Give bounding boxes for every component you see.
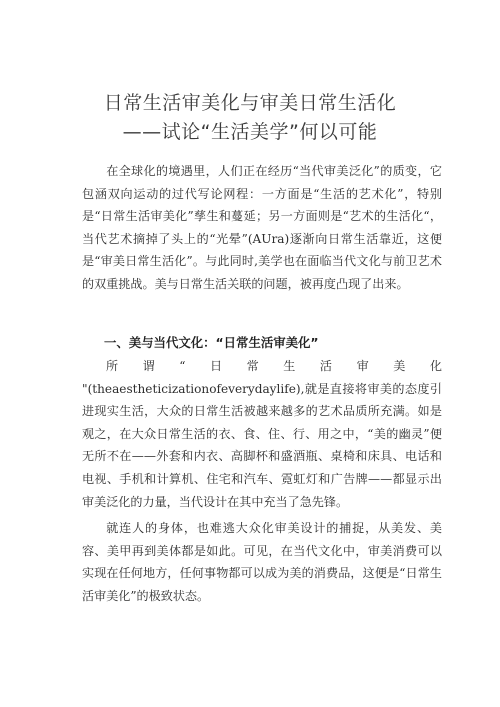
paragraph-text: 在全球化的境遇里，人们正在经历“当代审美泛化”的质变，它包涵双向运动的过代写论网程：一方面是“生活的艺术化”，特别是“日常生活审美化”孳生和蔓延；另一方面则是“艺术的生活化“，当代艺术摘掉了头上的“光晕”(AUra)逐渐向日常生活靠近，这便是“审美日常生活化”。与此同时,美学也在面临当代文化与前卫艺术的双重挑战。美与日常生活关联的问题，被再度凸现了出来。 [82, 164, 442, 291]
document-subtitle: ——试论“生活美学”何以可能 [122, 121, 378, 143]
lead-char: 所 [106, 359, 119, 373]
lead-char: 美 [393, 359, 406, 373]
lead-char: 日 [210, 359, 223, 373]
lead-char: 常 [246, 359, 259, 373]
paragraph-intro [82, 160, 442, 296]
paragraph-conclusion [82, 517, 442, 607]
document-title: 日常生活审美化与审美日常生活化 [103, 92, 397, 114]
paragraph-definition [82, 355, 442, 513]
lead-char: “ [179, 359, 186, 373]
paragraph-text: "(theaestheticizationofeverydaylife),就是直接将审美的态度引进现实生活，大众的日常生活被越来越多的艺术品质所充满。如是观之，在大众日常生活的衣、食、住、行、用之中，“美的幽灵”便无所不在——外套和内衣、高脚杯和盛酒瓶、桌椅和床具、电话和电视、手机和计算机、住宅和汽车、霓虹灯和广告牌——都显示出审美泛化的力量，当代设计在其中充当了急先锋。 [82, 381, 442, 509]
paragraph-text: 就连人的身体，也难逃大众化审美设计的捕捉，从美发、美容、美甲再到美体都是如此。可见，在当代文化中，审美消费可以实现在任何地方，任何事物都可以成为美的消费品，这便是“日常生活审美化”的极致状态。 [82, 521, 442, 603]
lead-char: 化 [429, 359, 442, 373]
section-heading: 一、美与当代文化：“日常生活审美化” [104, 335, 319, 350]
lead-char: 生 [283, 359, 296, 373]
lead-char: 活 [319, 359, 333, 373]
lead-char: 审 [356, 359, 369, 373]
lead-char: 谓 [142, 359, 155, 373]
paragraph-lead-line [82, 355, 442, 378]
